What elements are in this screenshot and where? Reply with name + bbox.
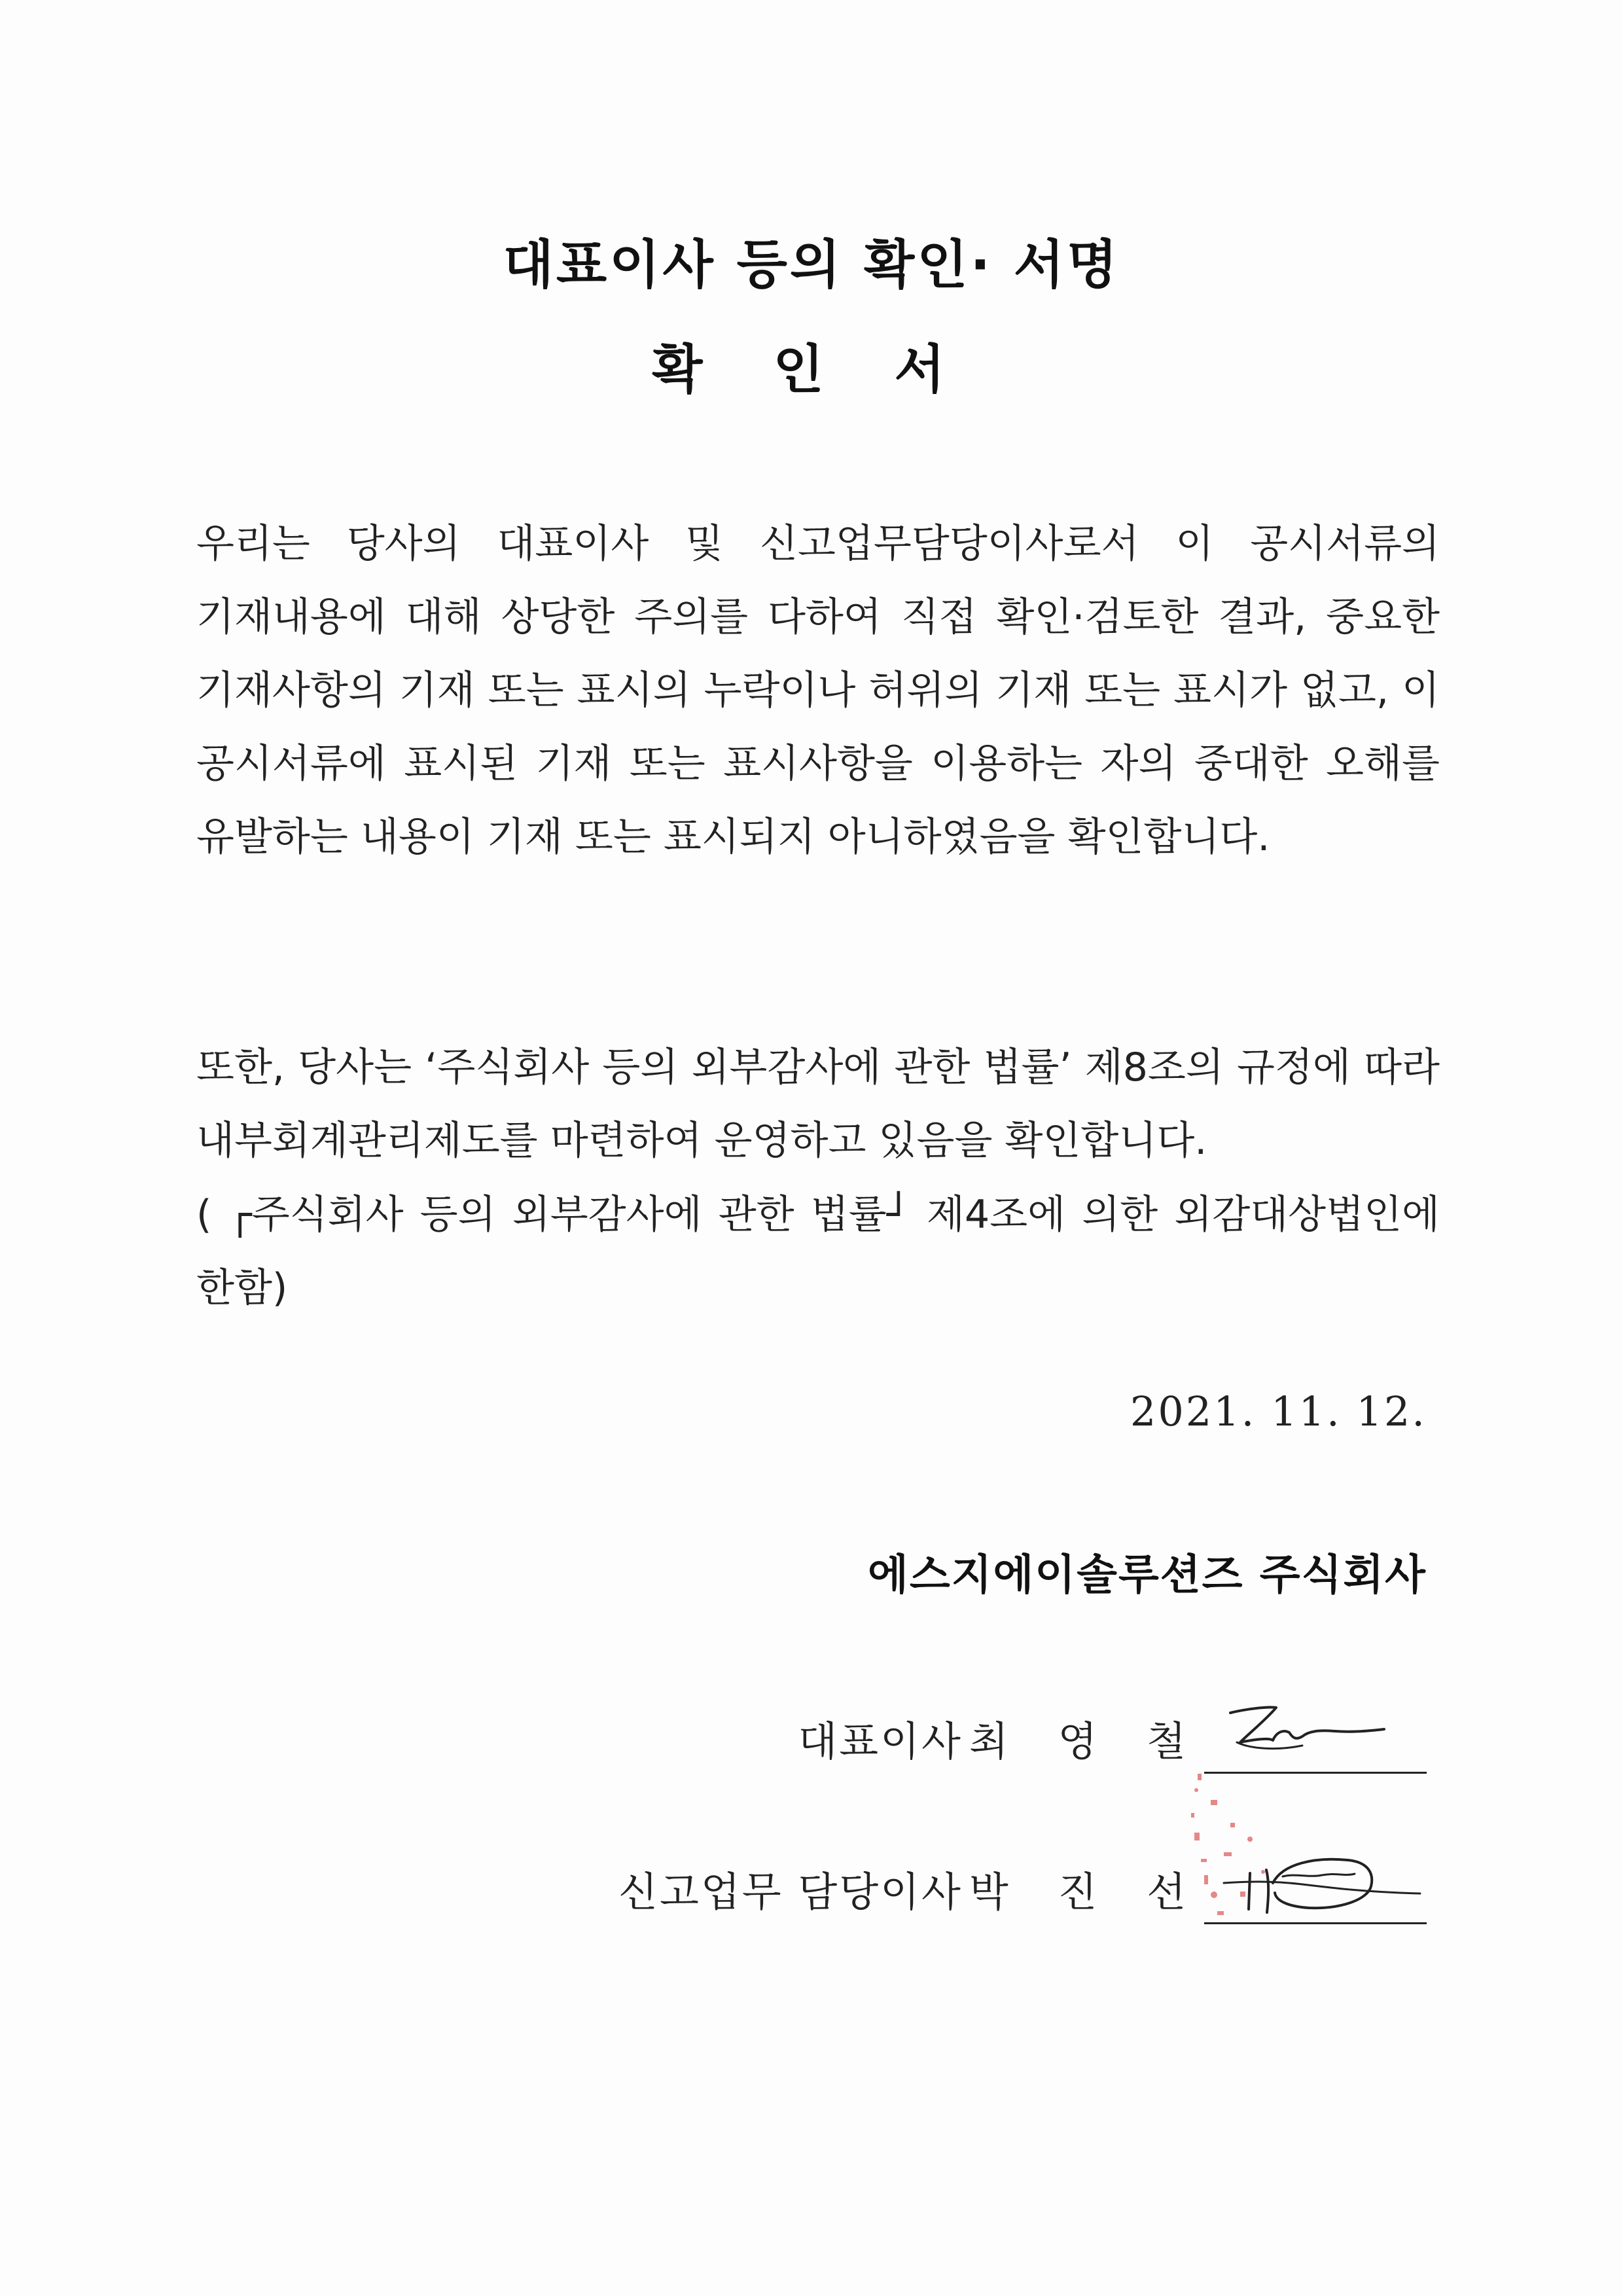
handwritten-signature [1204,1844,1427,1929]
signature-row-disclosure-officer [618,1846,1427,1924]
signature-line [1204,1844,1427,1924]
signatory-name: 박 진 선 [969,1868,1204,1916]
signature-line [1204,1693,1427,1774]
internal-control-paragraph: 또한, 당사는 ‘주식회사 등의 외부감사에 관한 법률’ 제8조의 규정에 따라 내부회계관리제도를 마련하여 운영하고 있음을 확인합니다. [196,1045,1440,1164]
confirmation-paragraph: 우리는 당사의 대표이사 및 신고업무담당이사로서 이 공시서류의 기재내용에 대해 상당한 주의를 다하여 직접 확인·검토한 결과, 중요한 기재사항의 기재 또는 표시의 누락이나 허위의 기재 또는 표시가 없고, 이 공시서류에 표시된 기재 또는 표시사항을 이용하는 자의 중대한 오해를 유발하는 내용이 기재 또는 표시되지 아니하였음을 확인합니다. [196,521,1440,860]
document-date: 2021. 11. 12. [1130,1388,1427,1435]
signature-row-ceo [798,1695,1427,1774]
scope-note-paragraph: ( ┌주식회사 등의 외부감사에 관한 법률┘ 제4조에 의한 외감대상법인에 한함) [196,1192,1440,1311]
signatory-role: 대표이사 [798,1717,963,1765]
document-title: 대표이사 등의 확인· 서명 [503,234,1120,295]
signatory-name: 최 영 철 [969,1717,1204,1765]
company-name: 에스지에이솔루션즈 주식회사 [868,1551,1427,1600]
handwritten-signature [1204,1693,1427,1778]
document-subtitle: 확 인 서 [652,339,971,400]
signatory-role: 신고업무 담당이사 [618,1868,963,1916]
